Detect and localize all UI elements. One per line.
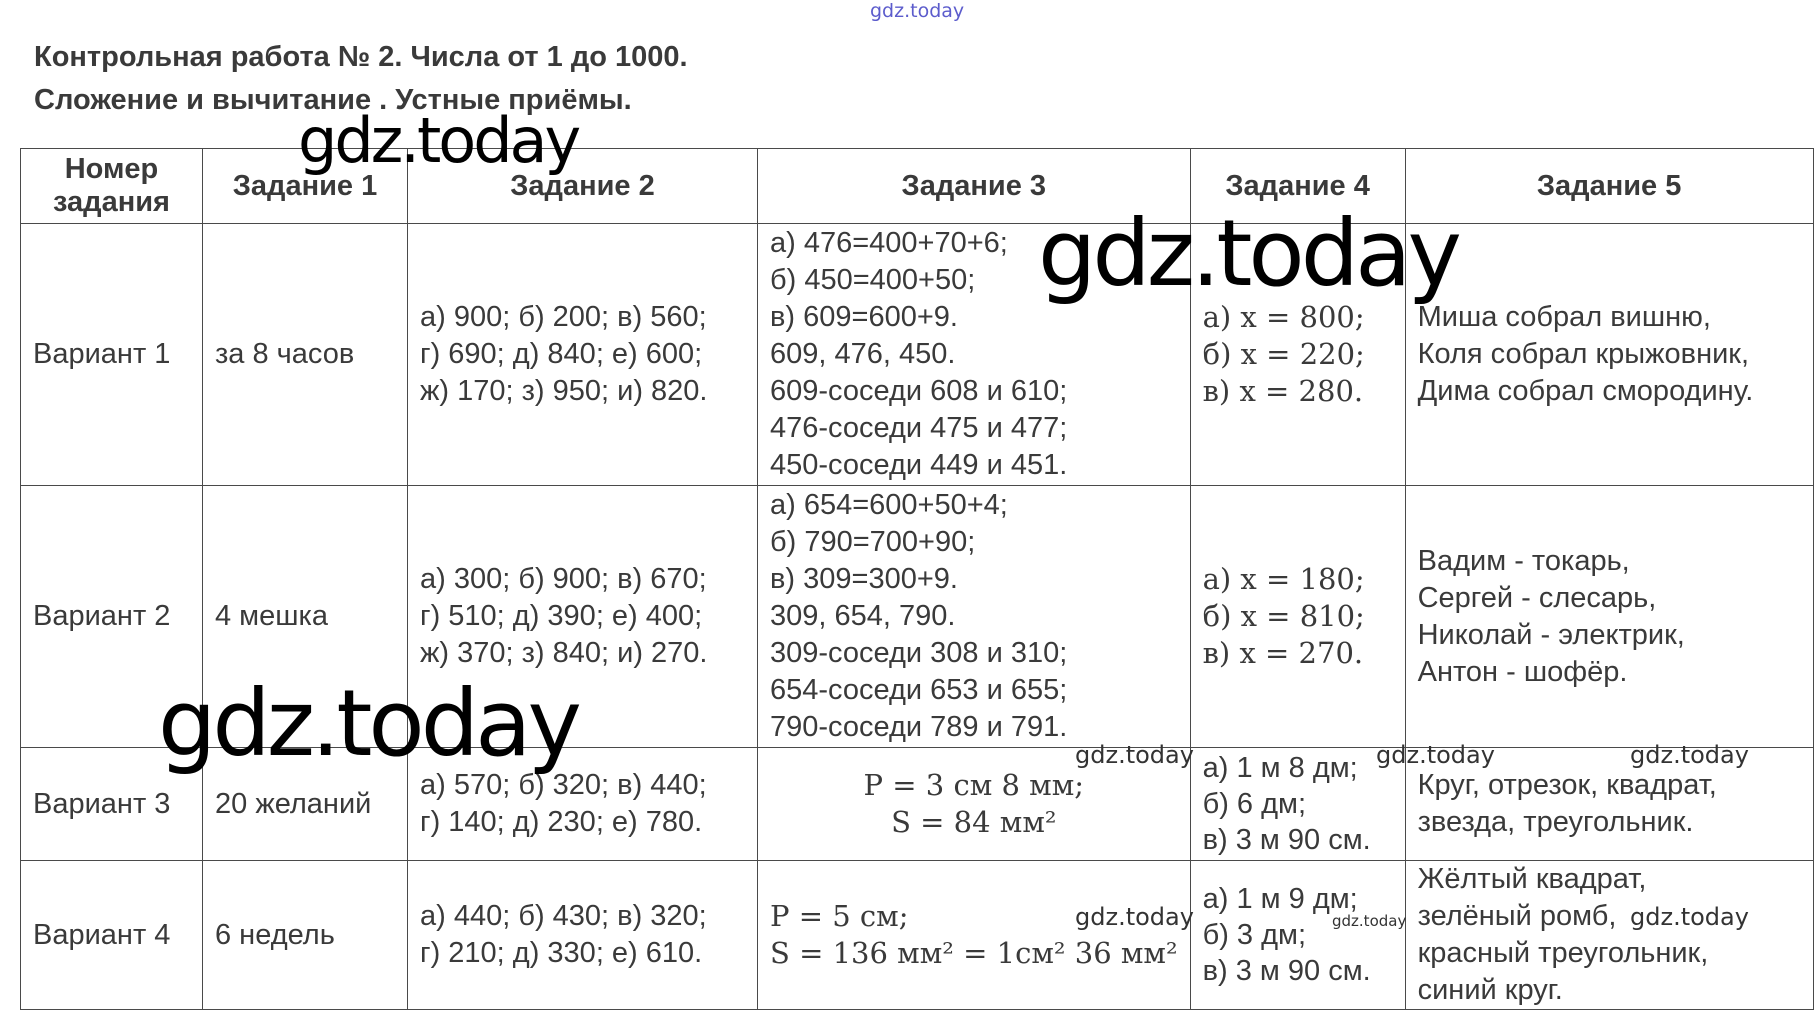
watermark-small: gdz.today [1630, 903, 1749, 931]
task2-answer: а) 570; б) 320; в) 440; г) 140; д) 230; е) 780. [408, 748, 758, 861]
watermark-small: gdz.today [1630, 741, 1749, 769]
task3-answer: P = 3 см 8 мм; S = 84 мм² [758, 748, 1191, 861]
watermark-small: gdz.today [1376, 741, 1495, 769]
task2-answer: а) 900; б) 200; в) 560; г) 690; д) 840; е) 600; ж) 170; з) 950; и) 820. [408, 224, 758, 486]
header-task-4: Задание 4 [1190, 149, 1405, 224]
variant-label: Вариант 3 [21, 748, 203, 861]
watermark-small: gdz.today [1332, 912, 1407, 930]
task5-answer: Миша собрал вишню, Коля собрал крыжовник, Дима собрал смородину. [1405, 224, 1813, 486]
watermark-large: gdz.today [298, 104, 579, 177]
task5-answer: Круг, отрезок, квадрат, звезда, треугольник. [1405, 748, 1813, 861]
task4-answer: а) x = 800; б) x = 220; в) x = 280. [1190, 224, 1405, 486]
header-task-2: Задание 2 [408, 149, 758, 224]
table-row [21, 861, 1814, 1010]
task2-answer: а) 440; б) 430; в) 320; г) 210; д) 330; е) 610. [408, 861, 758, 1010]
title-line-2: Сложение и вычитание . Устные приёмы. [34, 84, 632, 116]
watermark-top: gdz.today [870, 0, 965, 22]
task1-answer: 20 желаний [203, 748, 408, 861]
task4-answer: а) 1 м 8 дм; б) 6 дм; в) 3 м 90 см. [1190, 748, 1405, 861]
watermark-small: gdz.today [1075, 903, 1194, 931]
variant-label: Вариант 1 [21, 224, 203, 486]
task1-answer: 6 недель [203, 861, 408, 1010]
task3-answer: а) 476=400+70+6; б) 450=400+50; в) 609=600+9. 609, 476, 450. 609-соседи 608 и 610; 476-соседи 475 и 477; 450-соседи 449 и 451. [758, 224, 1191, 486]
header-task-3: Задание 3 [758, 149, 1191, 224]
header-row [21, 149, 1814, 224]
answers-table [20, 148, 1814, 1010]
title-line-1: Контрольная работа № 2. Числа от 1 до 1000. [34, 41, 688, 73]
task1-answer: за 8 часов [203, 224, 408, 486]
variant-label: Вариант 2 [21, 486, 203, 748]
task2-answer: а) 300; б) 900; в) 670; г) 510; д) 390; е) 400; ж) 370; з) 840; и) 270. [408, 486, 758, 748]
task4-answer: а) 1 м 9 дм; б) 3 дм; в) 3 м 90 см. [1190, 861, 1405, 1010]
task3-answer: P = 5 см; S = 136 мм² = 1см² 36 мм² [758, 861, 1191, 1010]
task4-answer: а) x = 180; б) x = 810; в) x = 270. [1190, 486, 1405, 748]
watermark-small: gdz.today [1075, 741, 1194, 769]
task5-answer: Вадим - токарь, Сергей - слесарь, Николай - электрик, Антон - шофёр. [1405, 486, 1813, 748]
watermark-large: gdz.today [1038, 200, 1458, 307]
table-row [21, 224, 1814, 486]
task1-answer: 4 мешка [203, 486, 408, 748]
header-task-number: Номер задания [21, 149, 203, 224]
header-task-1: Задание 1 [203, 149, 408, 224]
task3-answer: а) 654=600+50+4; б) 790=700+90; в) 309=300+9. 309, 654, 790. 309-соседи 308 и 310; 654-соседи 653 и 655; 790-соседи 789 и 791. [758, 486, 1191, 748]
header-task-5: Задание 5 [1405, 149, 1813, 224]
task5-answer: Жёлтый квадрат, зелёный ромб, красный треугольник, синий круг. [1405, 861, 1813, 1010]
watermark-large: gdz.today [158, 670, 578, 777]
variant-label: Вариант 4 [21, 861, 203, 1010]
